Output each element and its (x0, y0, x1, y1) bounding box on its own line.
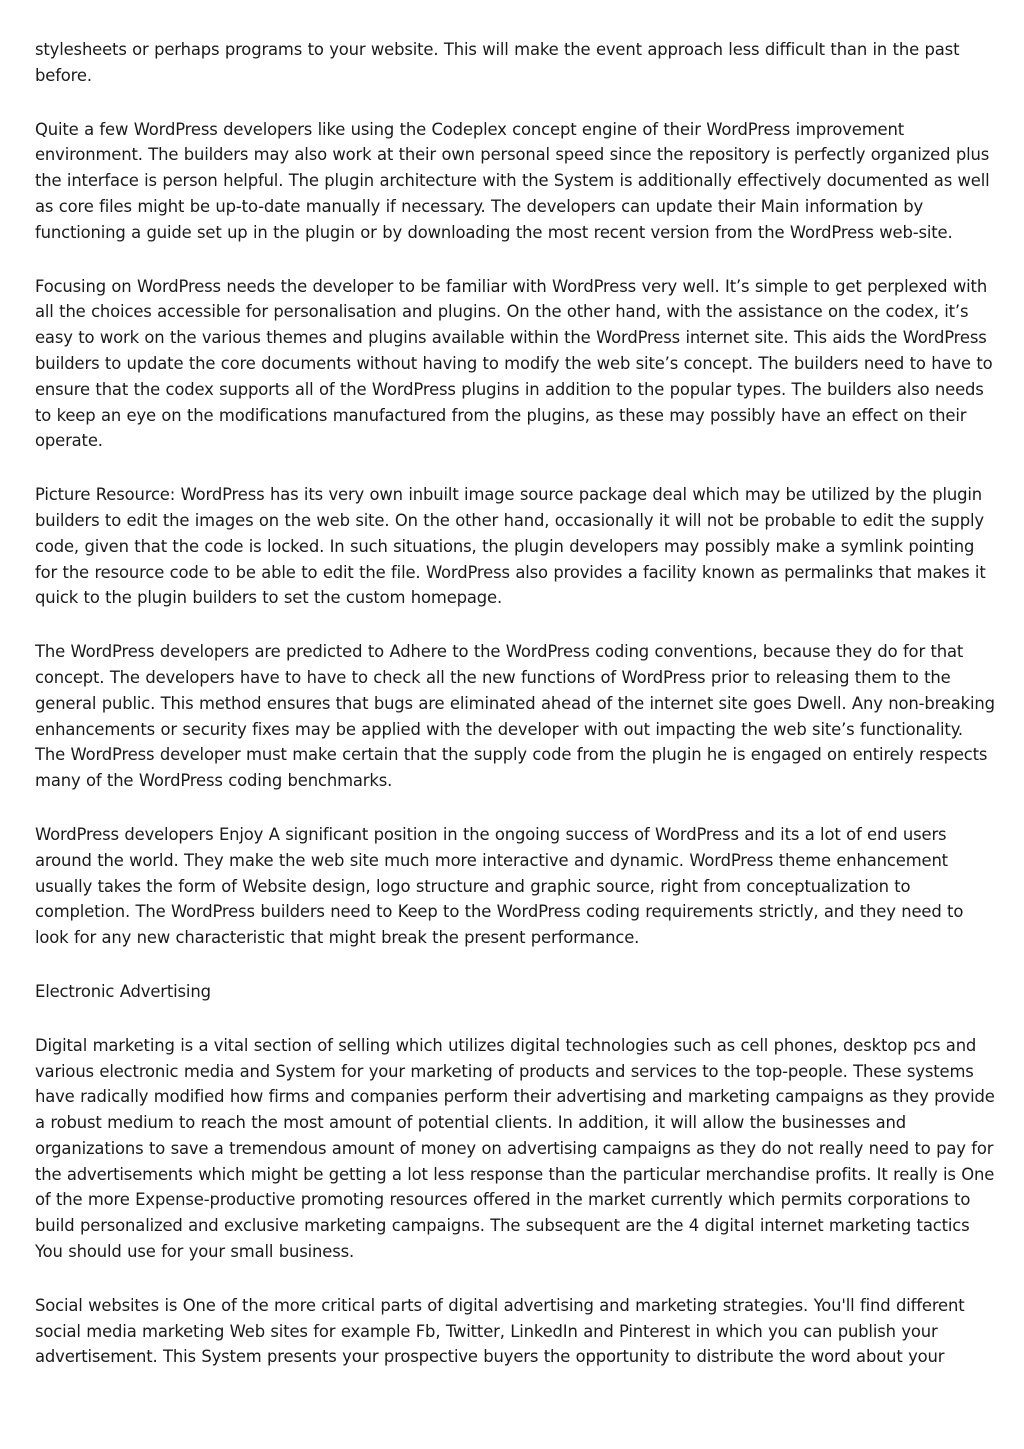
paragraph-6: WordPress developers Enjoy A significant position in the ongoing success of WordPress and its a lot of end users around the world. They make the web site much more interactive and dynamic. WordPress theme enhancement usually takes the form of Website design, logo structure and graphic source, right from conceptualization to completion. The WordPress builders need to Keep to the WordPress coding requirements strictly, and they need to look for any new characteristic that might break the present performance. (35, 824, 964, 948)
section-paragraph-2: Social websites is One of the more critical parts of digital advertising and marketing strategies. You'll find different social media marketing Web sites for example Fb, Twitter, LinkedIn and Pinterest in which you can publish your advertisement. This System presents your prospective buyers the opportunity to distribute the word about your (35, 1295, 965, 1367)
paragraph-3: Focusing on WordPress needs the developer to be familiar with WordPress very well. It’s simple to get perplexed with all the choices accessible for personalisation and plugins. On the other hand, with the assistance on the codex, it’s easy to work on the various themes and plugins available within the WordPress internet site. This aids the WordPress builders to update the core documents without having to modify the web site’s concept. The builders need to have to ensure that the codex supports all of the WordPress plugins in addition to the popular types. The builders also needs to keep an eye on the modifications manufactured from the plugins, as these may possibly have an effect on their operate. (35, 276, 993, 451)
document-page (35, 37, 995, 1398)
paragraph-2: Quite a few WordPress developers like using the Codeplex concept engine of their WordPress improvement environment. The builders may also work at their own personal speed since the repository is perfectly organized plus the interface is person helpful. The plugin architecture with the System is additionally effectively documented as well as core files might be up-to-date manually if necessary. The developers can update their Main information by functioning a guide set up in the plugin or by downloading the most recent version from the WordPress web-site. (35, 119, 990, 242)
paragraph-4: Picture Resource: WordPress has its very own inbuilt image source package deal which may be utilized by the plugin builders to edit the images on the web site. On the other hand, occasionally it will not be probable to edit the supply code, given that the code is locked. In such situations, the plugin developers may possibly make a symlink pointing for the resource code to be able to edit the file. WordPress also provides a facility known as permalinks that makes it quick to the plugin builders to set the custom homepage. (35, 485, 986, 608)
paragraph-1: stylesheets or perhaps programs to your website. This will make the event approach less difficult than in the past before. (35, 40, 960, 85)
paragraph-5: The WordPress developers are predicted to Adhere to the WordPress coding conventions, because they do for that concept. The developers have to have to check all the new functions of WordPress prior to releasing them to the general public. This method ensures that bugs are eliminated ahead of the internet site goes Dwell. Any non-breaking enhancements or security fixes may be applied with the developer with out impacting the web site’s functionality. The WordPress developer must make certain that the supply code from the plugin he is engaged on entirely respects many of the WordPress coding benchmarks. (35, 642, 995, 791)
section-paragraph-1: Digital marketing is a vital section of selling which utilizes digital technologies such as cell phones, desktop pcs and various electronic media and System for your marketing of products and services to the top-people. These systems have radically modified how firms and companies perform their advertising and marketing campaigns as they provide a robust medium to reach the most amount of potential clients. In addition, it will allow the businesses and organizations to save a tremendous amount of money on advertising campaigns as they do not really need to pay for the advertisements which might be getting a lot less response than the particular merchandise profits. It really is One of the more Expense-productive promoting resources offered in the market currently which permits corporations to build personalized and exclusive marketing campaigns. The subsequent are the 4 digital internet marketing tactics You should use for your small business. (35, 1035, 995, 1262)
section-heading: Electronic Advertising (35, 981, 211, 1001)
